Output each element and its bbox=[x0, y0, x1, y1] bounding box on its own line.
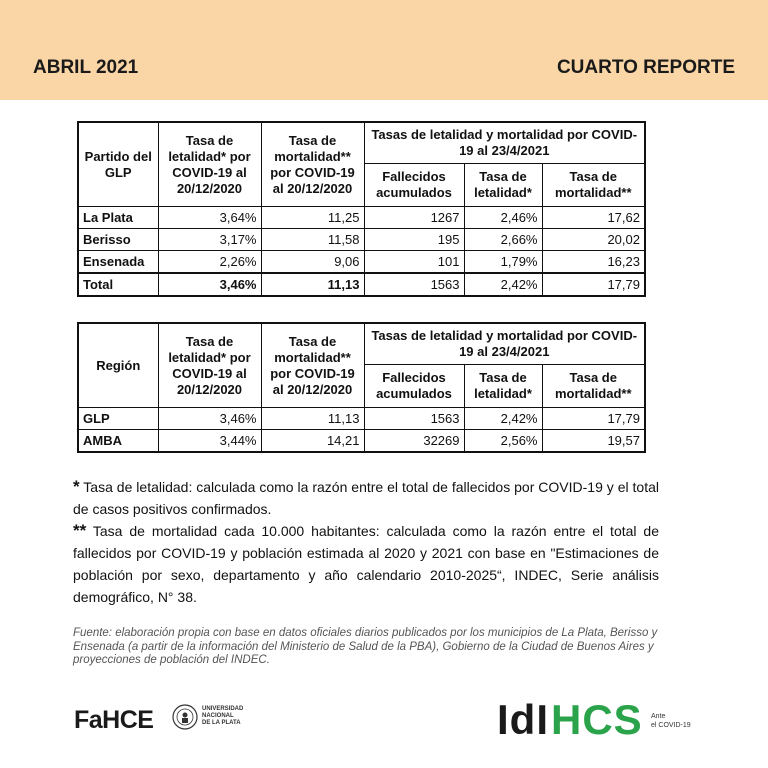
unlp-seal-icon bbox=[172, 704, 198, 730]
fahce-logo: FaHCE bbox=[74, 706, 154, 734]
header-sub-mortalidad: Tasa de mortalidad** bbox=[542, 164, 645, 207]
header-partido: Partido del GLP bbox=[78, 122, 158, 207]
header-group: Tasas de letalidad y mortalidad por COVID-19 al 23/4/2021 bbox=[364, 122, 645, 164]
table-row: Ensenada 2,26% 9,06 101 1,79% 16,23 bbox=[78, 251, 645, 274]
header-fallecidos: Fallecidos acumulados bbox=[364, 365, 464, 408]
header-tasa-letalidad: Tasa de letalidad* por COVID-19 al 20/12/2020 bbox=[158, 122, 261, 207]
header-group: Tasas de letalidad y mortalidad por COVID-19 al 23/4/2021 bbox=[364, 323, 645, 365]
report-date: ABRIL 2021 bbox=[33, 57, 139, 78]
table-row: La Plata 3,64% 11,25 1267 2,46% 17,62 bbox=[78, 207, 645, 229]
ante-covid-tagline: Ante el COVID-19 bbox=[651, 713, 691, 729]
header-tasa-letalidad: Tasa de letalidad* por COVID-19 al 20/12/2020 bbox=[158, 323, 261, 408]
header-tasa-mortalidad: Tasa de mortalidad** por COVID-19 al 20/12/2020 bbox=[261, 122, 364, 207]
header-sub-mortalidad: Tasa de mortalidad** bbox=[542, 365, 645, 408]
idihcs-logo-hcs: HCS bbox=[551, 696, 643, 743]
header-region: Región bbox=[78, 323, 158, 408]
table-regiones bbox=[77, 322, 646, 453]
footnotes bbox=[73, 476, 659, 608]
header-sub-letalidad: Tasa de letalidad* bbox=[464, 365, 542, 408]
table-row: Berisso 3,17% 11,58 195 2,66% 20,02 bbox=[78, 229, 645, 251]
table-row: GLP 3,46% 11,13 1563 2,42% 17,79 bbox=[78, 408, 645, 430]
footnote-mortalidad: ** Tasa de mortalidad cada 10.000 habitantes: calculada como la razón entre el total de fallecidos por COVID-19 y población estimada al 2020 y 2021 con base en "Estimaciones de población por sexo, departamento y año calendario 2010-2025“, INDEC, Serie análisis demográfico, N° 38. bbox=[73, 521, 659, 605]
header-tasa-mortalidad: Tasa de mortalidad** por COVID-19 al 20/12/2020 bbox=[261, 323, 364, 408]
footnote-letalidad: * Tasa de letalidad: calculada como la razón entre el total de fallecidos por COVID-19 y el total de casos positivos confirmados. bbox=[73, 477, 659, 517]
unlp-logo-text: UNIVERSIDAD NACIONAL DE LA PLATA bbox=[202, 706, 244, 726]
table-row-total: Total 3,46% 11,13 1563 2,42% 17,79 bbox=[78, 273, 645, 296]
idihcs-logo-idi: IdI bbox=[497, 696, 549, 743]
header-sub-letalidad: Tasa de letalidad* bbox=[464, 164, 542, 207]
source-note: Fuente: elaboración propia con base en datos oficiales diarios publicados por los municipios de La Plata, Berisso y Ensenada (a partir de la información del Ministerio de Salud de la PBA), Gobierno de la Ciudad de Buenos Aires y proyecciones de población del INDEC. bbox=[73, 627, 658, 666]
table-partidos bbox=[77, 121, 646, 297]
report-header bbox=[0, 0, 768, 100]
table-row: AMBA 3,44% 14,21 32269 2,56% 19,57 bbox=[78, 430, 645, 453]
header-fallecidos: Fallecidos acumulados bbox=[364, 164, 464, 207]
report-number: CUARTO REPORTE bbox=[556, 57, 735, 78]
